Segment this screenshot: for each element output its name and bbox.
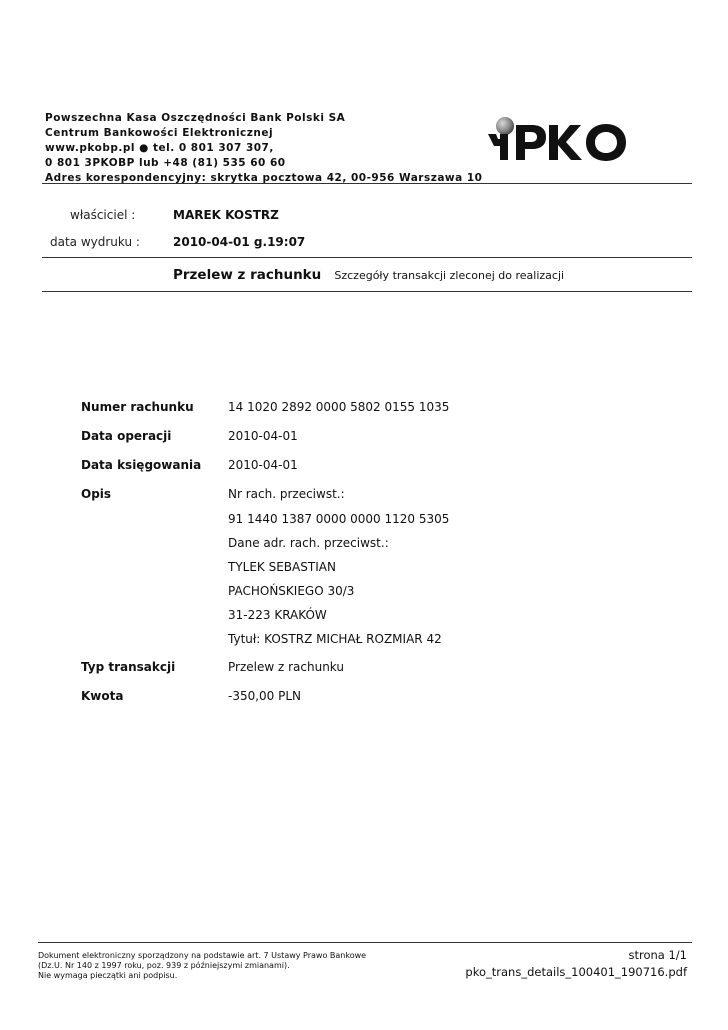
detail-value-counterparty-city: 31-223 KRAKÓW (228, 608, 327, 622)
header-divider (42, 183, 692, 184)
detail-label-account-number: Numer rachunku (81, 400, 194, 414)
meta-divider (42, 257, 692, 258)
detail-label-operation-date: Data operacji (81, 429, 172, 443)
bank-contact-web: www.pkobp.pl ● tel. 0 801 307 307, (45, 142, 274, 154)
detail-value-address-heading: Dane adr. rach. przeciwst.: (228, 536, 389, 550)
detail-label-booking-date: Data księgowania (81, 458, 202, 472)
detail-value-booking-date: 2010-04-01 (228, 458, 298, 472)
page-number: strona 1/1 (628, 948, 687, 962)
print-date-value: 2010-04-01 g.19:07 (173, 235, 306, 249)
footer-note-line: (Dz.U. Nr 140 z 1997 roku, poz. 939 z późniejszymi zmianami). (38, 961, 290, 970)
document-title-main: Przelew z rachunku (173, 267, 322, 283)
footer-note (38, 951, 366, 981)
document-title-sub: Szczegóły transakcji zleconej do realizacji (334, 269, 565, 282)
bank-contact-phone: 0 801 3PKOBP lub +48 (81) 535 60 60 (45, 157, 286, 169)
bank-name: Powszechna Kasa Oszczędności Bank Polski SA (45, 112, 346, 124)
detail-value-account-number: 14 1020 2892 0000 5802 0155 1035 (228, 400, 450, 414)
detail-value-amount: -350,00 PLN (228, 689, 302, 703)
print-date-label: data wydruku : (50, 235, 140, 249)
owner-label: właściciel : (70, 208, 136, 222)
detail-label-description: Opis (81, 487, 112, 501)
bank-department: Centrum Bankowości Elektronicznej (45, 127, 274, 139)
title-divider (42, 291, 692, 292)
detail-value-counterparty-account: 91 1440 1387 0000 0000 1120 5305 (228, 512, 450, 526)
bank-info (45, 111, 482, 186)
owner-value: MAREK KOSTRZ (173, 208, 279, 222)
detail-value-counterparty-name: TYLEK SEBASTIAN (228, 560, 336, 574)
detail-value-title: Tytuł: KOSTRZ MICHAŁ ROZMIAR 42 (228, 632, 442, 646)
document-title (173, 264, 564, 283)
footer-note-line: Nie wymaga pieczątki ani podpisu. (38, 971, 178, 980)
pko-logo (486, 117, 631, 166)
detail-label-amount: Kwota (81, 689, 124, 703)
detail-value-description-heading: Nr rach. przeciwst.: (228, 487, 345, 501)
detail-value-counterparty-street: PACHOŃSKIEGO 30/3 (228, 584, 355, 598)
detail-value-operation-date: 2010-04-01 (228, 429, 298, 443)
pko-logo-icon (486, 117, 631, 162)
detail-value-transaction-type: Przelew z rachunku (228, 660, 344, 674)
detail-label-transaction-type: Typ transakcji (81, 660, 176, 674)
footer-divider (38, 942, 692, 943)
footer-note-line: Dokument elektroniczny sporządzony na podstawie art. 7 Ustawy Prawo Bankowe (38, 951, 367, 960)
bank-address: Adres korespondencyjny: skrytka pocztowa 42, 00-956 Warszawa 10 (45, 172, 483, 184)
file-name: pko_trans_details_100401_190716.pdf (465, 965, 687, 979)
